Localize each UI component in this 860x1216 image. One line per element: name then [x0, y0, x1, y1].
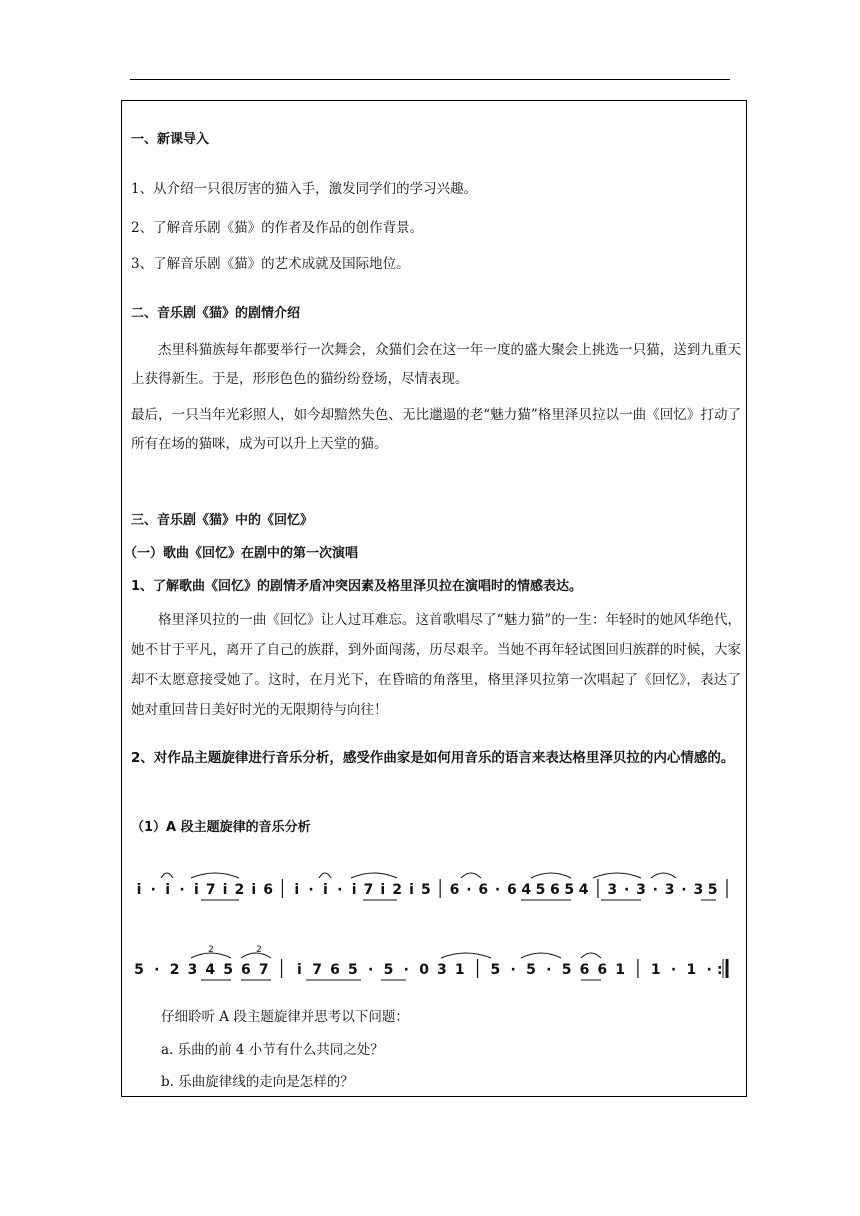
line1-note: 5 [707, 882, 718, 898]
line1-note: · [466, 882, 472, 898]
line2-note: 6 [241, 962, 251, 978]
line1-note: 3 [607, 882, 618, 898]
line2-note: 6 [330, 962, 340, 978]
line2-note: · [546, 962, 552, 978]
line1-slur [319, 873, 331, 878]
line1-note: 5 [535, 882, 546, 898]
line1-note: 7 [205, 882, 216, 898]
line2-note: 4 [205, 962, 216, 978]
section3-paragraph: 格里泽贝拉的一曲《回忆》让人过耳难忘。这首歌唱尽了“魅力猫”的一生：年轻时的她风华绝代，她不甘于平凡，离开了自己的族群，到外面闯荡，历尽艰辛。当她不再年轻试图回归族群的时候，大家却不太愿意接受她了。这时，在月光下，在昏暗的角落里，格里泽贝拉第一次唱起了《回忆》，表达了她对重回昔日美好时光的无限期待与向往！ [131, 612, 741, 718]
line2-note: 5 [383, 962, 394, 978]
line2-note: 5 [223, 962, 233, 978]
line1-note: i [409, 882, 414, 898]
line1-note: i [323, 882, 328, 898]
line2-note: · [706, 962, 712, 978]
line2-note: i [296, 962, 302, 978]
line1-note: 6 [550, 882, 560, 898]
line2-note: 5 [347, 962, 358, 978]
line1-note: 4 [578, 882, 589, 898]
line2-note: · [510, 962, 516, 978]
line2-slur [521, 953, 561, 958]
line2-note: · [154, 962, 160, 978]
line2-note: · [403, 962, 409, 978]
score-line-1 [137, 873, 727, 900]
line2-note: 5 [526, 962, 536, 978]
line1-note: · [623, 882, 630, 898]
line1-note: i [251, 882, 257, 898]
line1-slur [651, 873, 676, 878]
line2-note: · [670, 962, 677, 978]
line2-note: 1 [615, 962, 625, 978]
section1-item-2: 2、了解音乐剧《猫》的作者及作品的创作背景。 [131, 220, 424, 236]
header-rule [130, 79, 730, 80]
line1-note: · [308, 882, 314, 898]
line1-note: 5 [564, 882, 575, 898]
line2-note: 1 [686, 962, 697, 978]
section1-item-3: 3、了解音乐剧《猫》的艺术成就及国际地位。 [131, 256, 410, 272]
line1-slur [191, 873, 239, 878]
line1-note: 6 [478, 882, 489, 898]
section2-paragraph-2: 最后，一只当年光彩照人，如今却黯然失色、无比邋遢的老“魅力猫”格里泽贝拉以一曲《回忆》打动了所有在场的猫咪，成为可以升上天堂的猫。 [131, 407, 741, 452]
section3-point-1: 1、了解歌曲《回忆》的剧情矛盾冲突因素及格里泽贝拉在演唱时的情感表达。 [131, 579, 583, 594]
line1-note: · [681, 882, 687, 898]
line1-slur [161, 873, 173, 878]
line1-note: 3 [693, 882, 704, 898]
line1-slur [531, 873, 571, 878]
line2-repeat-dots: : [717, 962, 723, 978]
line2-grace-mark: 2 [256, 945, 262, 955]
line1-note: 5 [420, 882, 431, 898]
line1-note: 7 [363, 882, 374, 898]
line1-note: i [222, 882, 228, 898]
line1-note: i [351, 882, 357, 898]
line1-slur [351, 873, 397, 878]
line1-slur [461, 873, 481, 878]
line2-note: 7 [312, 962, 323, 978]
line2-note: 3 [187, 962, 198, 978]
melody-score [131, 864, 739, 988]
question-b: b. 乐曲旋律线的走向是怎样的？ [161, 1074, 354, 1090]
line1-note: 3 [664, 882, 675, 898]
section1-item-1: 1、从介绍一只很厉害的猫入手，激发同学们的学习兴趣。 [131, 181, 478, 197]
score-line-2 [134, 945, 727, 980]
line1-note: i [193, 882, 199, 898]
line2-note: 0 [419, 962, 429, 978]
line1-note: 6 [449, 882, 460, 898]
section2-paragraph-1: 杰里科猫族每年都要举行一次舞会，众猫们会在这一年一度的盛大聚会上挑选一只猫，送到九重天上获得新生。于是，形形色色的猫纷纷登场，尽情表现。 [131, 342, 741, 387]
line1-note: i [165, 882, 171, 898]
section3-heading: 三、音乐剧《猫》中的《回忆》 [131, 513, 314, 528]
section3-subheading-2: （1）A 段主题旋律的音乐分析 [131, 820, 311, 835]
line2-note: 1 [454, 962, 465, 978]
section3-subheading-1: （一）歌曲《回忆》在剧中的第一次演唱 [124, 546, 359, 561]
line1-note: · [179, 882, 185, 898]
line2-note: 2 [169, 962, 180, 978]
line1-note: 2 [234, 882, 245, 898]
line1-note: 2 [392, 882, 403, 898]
line2-note: · [367, 962, 374, 978]
line1-note: · [652, 882, 658, 898]
section3-point-2: 2、对作品主题旋律进行音乐分析，感受作曲家是如何用音乐的语言来表达格里泽贝拉的内心情感的。 [131, 750, 735, 766]
line2-note: 6 [597, 962, 608, 978]
line2-note: 6 [579, 962, 590, 978]
question-a: a. 乐曲的前 4 小节有什么共同之处？ [161, 1042, 384, 1058]
line1-note: 6 [263, 882, 273, 898]
section1-heading: 一、新课导入 [131, 132, 210, 147]
question-prompt: 仔细聆听 A 段主题旋律并思考以下问题： [161, 1009, 409, 1025]
line1-note: 3 [636, 882, 646, 898]
line1-note: i [136, 882, 142, 898]
melody-score-svg [131, 864, 739, 988]
section2-heading: 二、音乐剧《猫》的剧情介绍 [131, 306, 301, 321]
line1-note: 6 [507, 882, 517, 898]
line1-note: 4 [521, 882, 532, 898]
line1-note: · [494, 882, 501, 898]
line2-slur [581, 953, 601, 958]
line1-slur [593, 873, 641, 878]
line1-note: i [380, 882, 386, 898]
line2-slur [441, 953, 491, 958]
line2-grace-mark: 2 [208, 945, 214, 955]
line2-note: 7 [258, 962, 269, 978]
line2-note: 5 [561, 962, 572, 978]
line1-note: i [294, 882, 300, 898]
line2-note: 1 [650, 962, 661, 978]
line2-note: 5 [490, 962, 501, 978]
line2-note: 3 [437, 962, 447, 978]
line1-note: · [150, 882, 157, 898]
line1-note: · [337, 882, 343, 898]
line2-note: 5 [134, 962, 144, 978]
